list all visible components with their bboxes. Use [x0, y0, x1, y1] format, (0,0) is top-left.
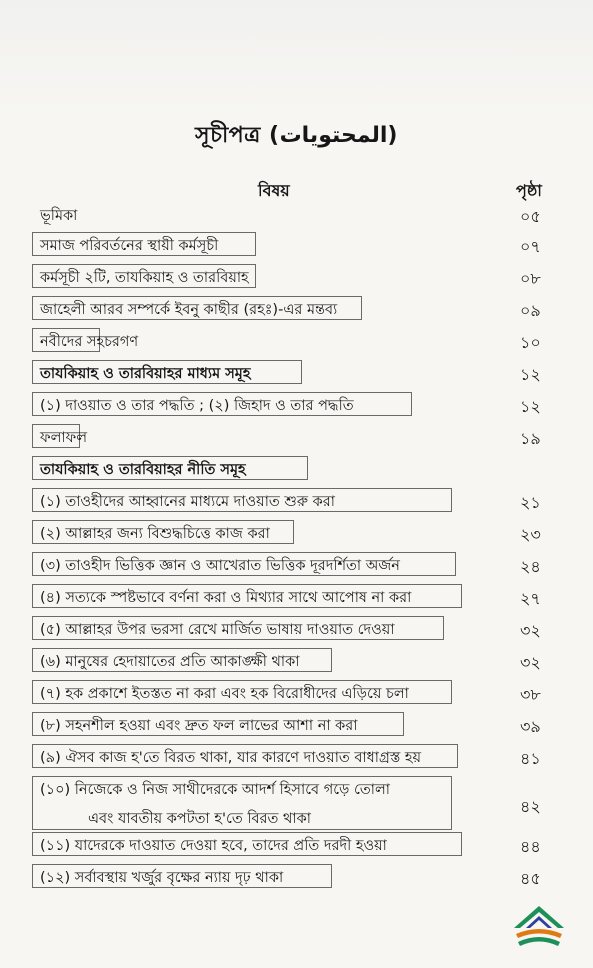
page-title: সূচীপত্র (المحتويات) [195, 123, 398, 148]
toc-row [0, 356, 593, 388]
page-bleed-area [0, 0, 593, 120]
toc-entry-label: (৯) ঐসব কাজ হ'তে বিরত থাকা, যার কারণে দাওয়াত বাধাগ্রস্ত হয় [40, 750, 422, 766]
toc-row [0, 860, 593, 892]
toc-entry-label: (৫) আল্লাহর উপর ভরসা রেখে মার্জিত ভাষায় দাওয়াত দেওয়া [40, 622, 395, 638]
toc-entry-label: (১১) যাদেরকে দাওয়াত দেওয়া হবে, তাদের প্রতি দরদী হওয়া [40, 838, 387, 854]
toc-entry-label: (২) আল্লাহর জন্য বিশুদ্ধচিত্তে কাজ করা [40, 526, 270, 542]
toc-entry-label: ভূমিকা [40, 208, 78, 224]
toc-entry-label: সমাজ পরিবর্তনের স্থায়ী কর্মসূচী [40, 238, 219, 254]
toc-entry-label: (১০) নিজেকে ও নিজ সাথীদেরকে আদর্শ হিসাবে গড়ে তোলা [40, 782, 390, 798]
toc-entry-page-number: ১২ [520, 365, 541, 384]
toc-row [0, 388, 593, 420]
toc-entry-page-number: ০৭ [520, 237, 541, 256]
toc-entry-page-number: ৪১ [520, 749, 541, 768]
toc-row [0, 260, 593, 292]
toc-row [0, 772, 593, 832]
toc-row [0, 324, 593, 356]
toc-row [0, 228, 593, 260]
toc-row [0, 676, 593, 708]
toc-entry-page-number: ৪২ [520, 797, 541, 816]
toc-entry-page-number: ৩২ [520, 621, 541, 640]
toc-entry-label: (৭) হক প্রকাশে ইতস্তত না করা এবং হক বিরোধীদের এড়িয়ে চলা [40, 686, 409, 702]
toc-entry-label: (৩) তাওহীদ ভিত্তিক জ্ঞান ও আখেরাত ভিত্তিক দূরদর্শিতা অর্জন [40, 558, 400, 574]
toc-entry-page-number: ৪৪ [520, 837, 541, 856]
toc-row [0, 548, 593, 580]
toc-entry-page-number: ২১ [520, 493, 541, 512]
toc-entry-page-number: ০৮ [520, 269, 541, 288]
toc-entry-page-number: ২৪ [520, 557, 541, 576]
publisher-logo-icon [506, 902, 572, 954]
toc-row [0, 484, 593, 516]
toc-row [0, 708, 593, 740]
toc-row [0, 740, 593, 772]
toc-entry-label: (৮) সহনশীল হওয়া এবং দ্রুত ফল লাভের আশা না করা [40, 718, 358, 734]
toc-entry-label: তাযকিয়াহ ও তারবিয়াহর নীতি সমূহ [40, 462, 246, 478]
toc-entry-label: জাহেলী আরব সম্পর্কে ইবনু কাছীর (রহঃ)-এর মন্তব্য [40, 302, 338, 318]
toc-entry-label: (১) তাওহীদের আহ্বানের মাধ্যমে দাওয়াত শুরু করা [40, 494, 335, 510]
subject-column-header: বিষয় [258, 181, 290, 200]
toc-entry-page-number: ৩২ [520, 653, 541, 672]
toc-row [0, 420, 593, 452]
toc-entry-label: তাযকিয়াহ ও তারবিয়াহর মাধ্যম সমূহ [40, 366, 251, 382]
toc-row [0, 612, 593, 644]
toc-entry-label: নবীদের সহচরগণ [40, 334, 139, 350]
page-column-header: পৃষ্ঠা [516, 181, 542, 200]
toc-entry-page-number: ৪৫ [520, 869, 541, 888]
toc-entry-page-number: ১০ [520, 333, 541, 352]
toc-entry-label-continued: এবং যাবতীয় কপটতা হ'তে বিরত থাকা [88, 811, 311, 827]
toc-entry-label: কর্মসূচী ২টি, তাযকিয়াহ ও তারবিয়াহ [40, 270, 249, 286]
toc-row [0, 198, 593, 230]
toc-entry-label: ফলাফল [40, 430, 88, 446]
toc-row [0, 452, 593, 484]
toc-entry-page-number: ২৭ [520, 589, 541, 608]
toc-entry-label: (৪) সত্যকে স্পষ্টভাবে বর্ণনা করা ও মিথ্যার সাথে আপোষ না করা [40, 590, 412, 606]
toc-row [0, 580, 593, 612]
toc-entry-page-number: ১৯ [520, 429, 541, 448]
toc-entry-page-number: ০৯ [520, 301, 541, 320]
toc-entry-page-number: ১২ [520, 397, 541, 416]
toc-entry-page-number: ৩৮ [520, 685, 541, 704]
toc-row [0, 828, 593, 860]
toc-row [0, 644, 593, 676]
toc-entry-label: (১২) সর্বাবস্থায় খর্জুর বৃক্ষের ন্যায় দৃঢ় থাকা [40, 870, 284, 886]
toc-entry-page-number: ০৫ [520, 207, 541, 226]
toc-entry-label: (১) দাওয়াত ও তার পদ্ধতি ; (২) জিহাদ ও তার পদ্ধতি [40, 398, 354, 414]
toc-row [0, 516, 593, 548]
toc-row [0, 292, 593, 324]
toc-entry-page-number: ২৩ [520, 525, 541, 544]
toc-entry-label: (৬) মানুষের হেদায়াতের প্রতি আকাঙ্ক্ষী থাকা [40, 654, 300, 670]
toc-entry-page-number: ৩৯ [520, 717, 541, 736]
